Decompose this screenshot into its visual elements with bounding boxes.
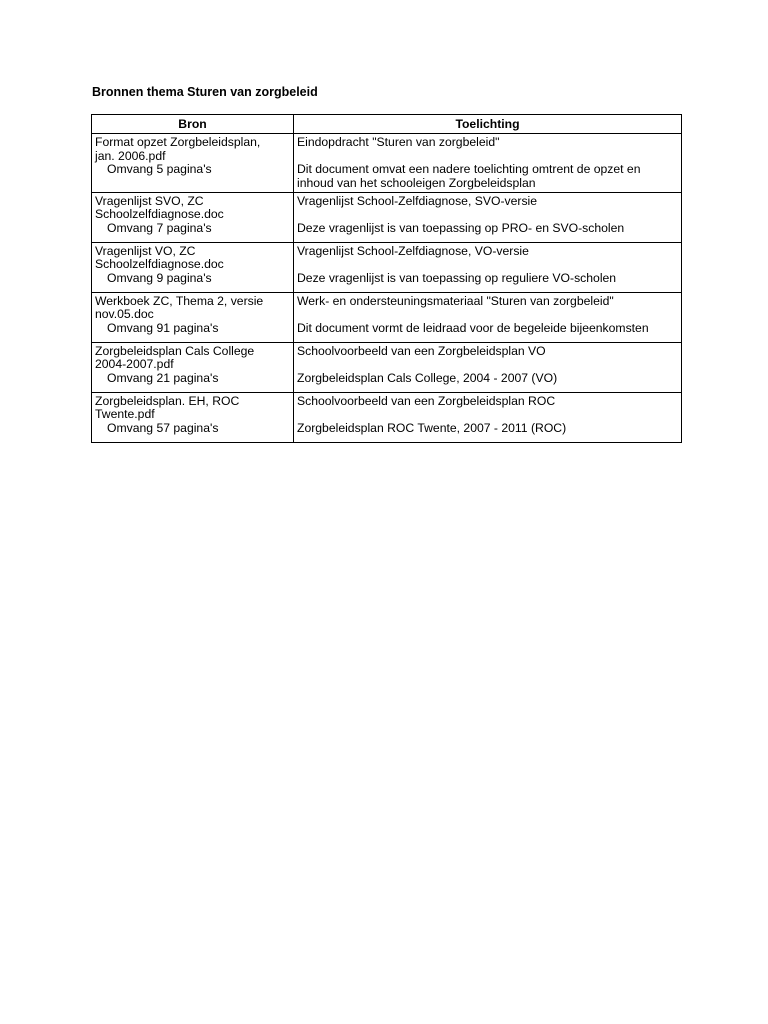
column-header-bron: Bron [92,115,294,134]
table-row [92,243,682,293]
bron-filename-line: Schoolzelfdiagnose.doc [95,257,224,272]
toelichting-cell [294,243,682,293]
table-row [92,343,682,393]
bron-omvang: Omvang 9 pagina's [107,270,212,285]
bron-filename-line: Zorgbeleidsplan Cals College [95,344,255,359]
toelichting-description: Deze vragenlijst is van toepassing op PRO- en SVO-scholen [297,220,625,235]
toelichting-title: Vragenlijst School-Zelfdiagnose, SVO-versie [297,194,538,209]
column-header-toelichting: Toelichting [294,115,682,134]
bron-filename-line: Schoolzelfdiagnose.doc [95,207,224,222]
bron-cell [92,343,294,393]
table-row [92,293,682,343]
bron-filename-line: jan. 2006.pdf [95,148,166,163]
bron-filename-line: Werkboek ZC, Thema 2, versie [95,294,264,309]
bron-cell [92,293,294,343]
page-title: Bronnen thema Sturen van zorgbeleid [92,85,318,99]
toelichting-cell [294,393,682,443]
toelichting-description: inhoud van het schooleigen Zorgbeleidsplan [297,175,536,190]
table-row [92,393,682,443]
toelichting-title: Schoolvoorbeeld van een Zorgbeleidsplan VO [297,344,546,359]
table-row [92,134,682,193]
toelichting-description: Dit document omvat een nadere toelichting omtrent de opzet en [297,162,641,177]
bron-cell [92,134,294,193]
bron-filename-line: Vragenlijst VO, ZC [95,244,196,259]
bron-omvang: Omvang 21 pagina's [107,370,219,385]
bron-cell [92,193,294,243]
bron-filename-line: Twente.pdf [95,407,155,422]
toelichting-cell [294,193,682,243]
bron-filename-line: Format opzet Zorgbeleidsplan, [95,135,261,150]
toelichting-title: Werk- en ondersteuningsmateriaal "Sturen van zorgbeleid" [297,294,614,309]
bron-filename-line: 2004-2007.pdf [95,357,174,372]
bron-omvang: Omvang 5 pagina's [107,162,212,177]
toelichting-title: Eindopdracht "Sturen van zorgbeleid" [297,135,500,150]
table-header-row [92,115,682,134]
sources-table [91,114,682,443]
bron-cell [92,243,294,293]
bron-omvang: Omvang 57 pagina's [107,420,219,435]
toelichting-description: Zorgbeleidsplan ROC Twente, 2007 - 2011 (ROC) [297,420,567,435]
toelichting-cell [294,134,682,193]
toelichting-description: Deze vragenlijst is van toepassing op reguliere VO-scholen [297,270,617,285]
toelichting-cell [294,293,682,343]
bron-filename-line: Zorgbeleidsplan. EH, ROC [95,394,240,409]
toelichting-cell [294,343,682,393]
table-row [92,193,682,243]
bron-filename-line: Vragenlijst SVO, ZC [95,194,204,209]
bron-filename-line: nov.05.doc [95,307,154,322]
bron-omvang: Omvang 7 pagina's [107,220,212,235]
bron-cell [92,393,294,443]
toelichting-title: Vragenlijst School-Zelfdiagnose, VO-versie [297,244,529,259]
toelichting-title: Schoolvoorbeeld van een Zorgbeleidsplan ROC [297,394,556,409]
bron-omvang: Omvang 91 pagina's [107,320,219,335]
toelichting-description: Dit document vormt de leidraad voor de begeleide bijeenkomsten [297,320,649,335]
toelichting-description: Zorgbeleidsplan Cals College, 2004 - 2007 (VO) [297,370,558,385]
